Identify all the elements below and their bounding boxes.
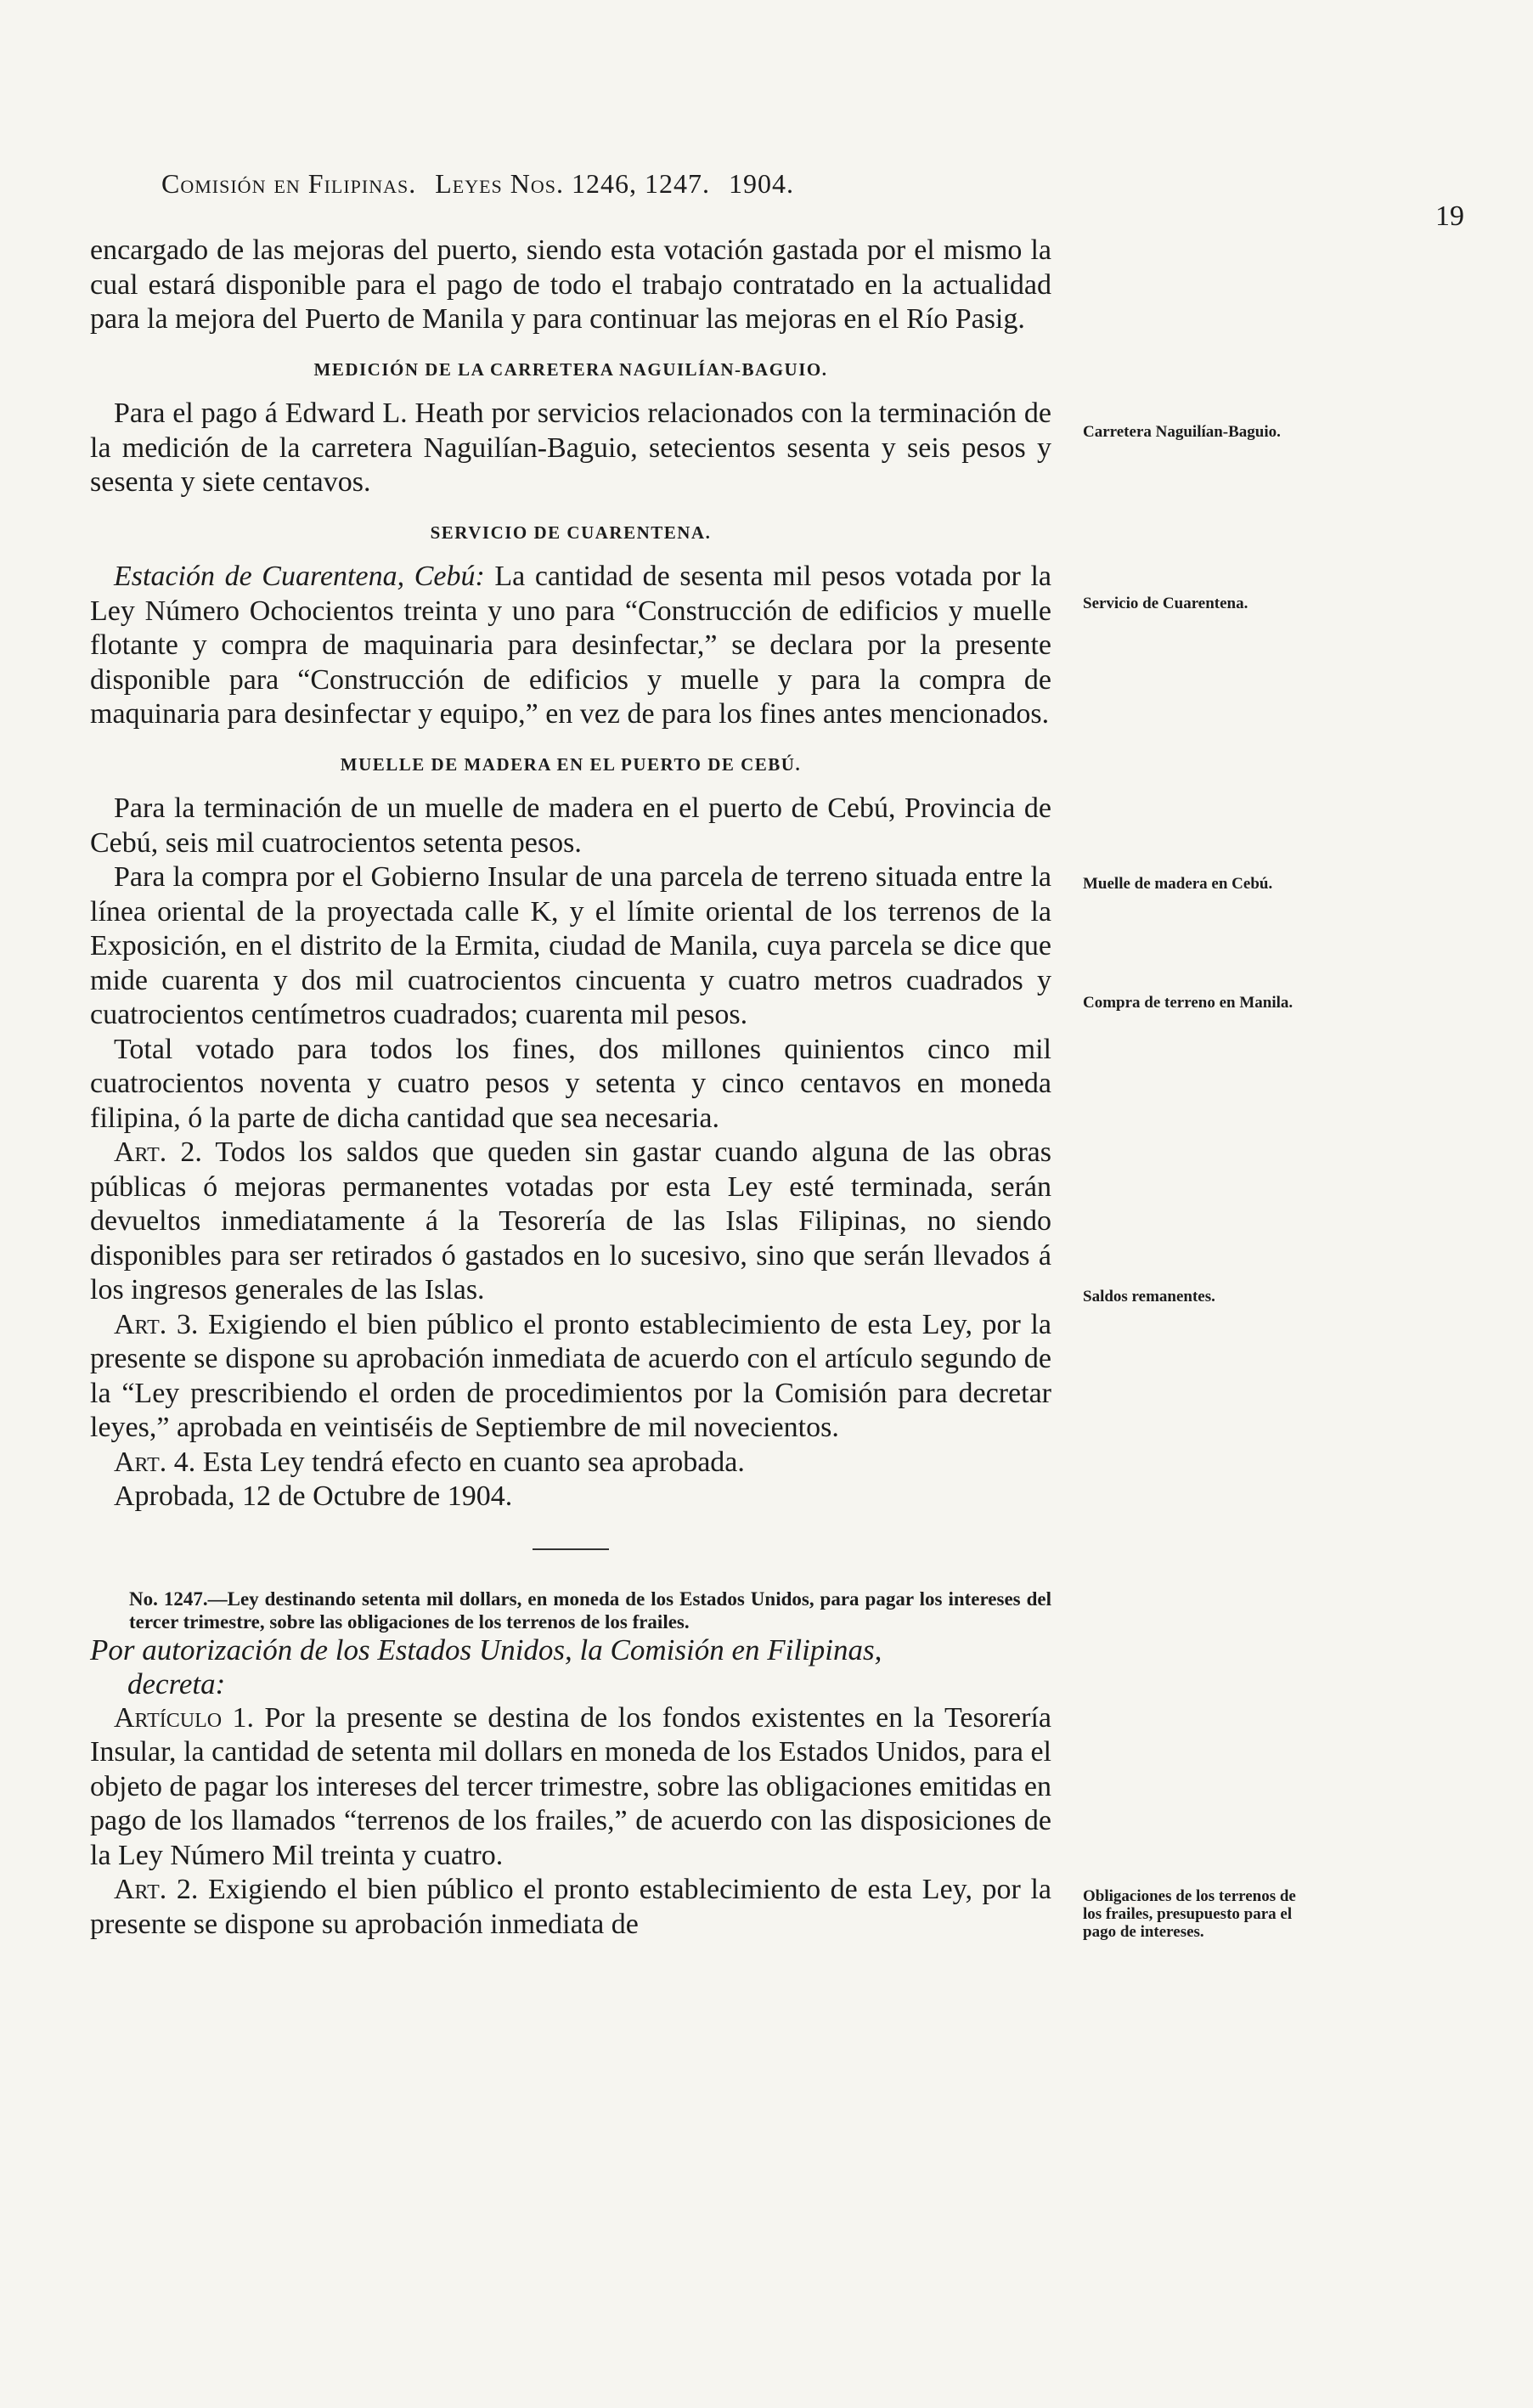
paragraph	[90, 1446, 1051, 1480]
paragraph: Para el pago á Edward L. Heath por servicios relacionados con la terminación de la medición de la carretera Naguilían-Baguio, setecientos sesenta y seis pesos y sesenta y siete centavos.	[90, 398, 1051, 498]
header-year: 1904.	[729, 168, 795, 199]
paragraph	[90, 1701, 1051, 1874]
separator-rule	[533, 1548, 609, 1550]
section-heading: MUELLE DE MADERA EN EL PUERTO DE CEBÚ.	[340, 753, 802, 775]
paragraph-text: Esta Ley tendrá efecto en cuanto sea aprobada.	[202, 1446, 745, 1478]
paragraph-text: Todos los saldos que queden sin gastar cuando alguna de las obras públicas ó mejoras permanentes votadas por esta Ley esté terminada, serán devueltos inmediatamente á la Tesorería de las Islas Filipinas, no siendo disponibles para ser retirados ó gastados en lo sucesivo, sino que serán llevados á los ingresos generales de las Islas.	[90, 1136, 1052, 1306]
paragraph: Para la terminación de un muelle de madera en el puerto de Cebú, Provincia de Cebú, seis mil cuatrocientos setenta pesos.	[90, 792, 1051, 859]
enacting-clause: Por autorización de los Estados Unidos, la Comisión en Filipinas, decreta:	[90, 1633, 882, 1700]
paragraph: encargado de las mejoras del puerto, siendo esta votación gastada por el mismo la cual estará disponible para el pago de todo el trabajo contratado en la actualidad para la mejora del Puerto de Manila y para continuar las mejoras en el Río Pasig.	[90, 234, 1051, 335]
margin-note: Servicio de Cuarentena.	[1083, 595, 1248, 612]
page-number: 19	[1435, 200, 1464, 232]
article-label: Art. 2.	[114, 1874, 199, 1905]
paragraph	[90, 1136, 1051, 1308]
section-heading: SERVICIO DE CUARENTENA.	[430, 522, 712, 543]
paragraph	[90, 1308, 1051, 1446]
paragraph	[90, 560, 1051, 732]
article-label: Artículo 1.	[114, 1701, 255, 1734]
paragraph-lead: Estación de Cuarentena, Cebú:	[114, 561, 485, 592]
paragraph-text: Exigiendo el bien público el pronto establecimiento de esta Ley, por la presente se dispone su aprobación inmediata de acuerdo con el artículo segundo de la “Ley prescribiendo el orden de procedimientos por la Comisión para decretar leyes,” aprobada en veintiséis de Septiembre de mil novecientos.	[90, 1308, 1052, 1443]
paragraph: Para la compra por el Gobierno Insular de una parcela de terreno situada entre la línea oriental de la proyectada calle K, y el límite oriental de los terrenos de la Exposición, en el distrito de la Ermita, ciudad de Manila, cuya parcela se dice que mide cuarenta y dos mil cuatrocientos cincuenta y cuatro metros cuadrados y cuatrocientos centímetros cuadrados; cuarenta mil pesos.	[90, 861, 1051, 1030]
margin-note: Saldos remanentes.	[1083, 1288, 1215, 1306]
header-left: Comisión en Filipinas.	[161, 168, 417, 199]
margin-note: Carretera Naguilían-Baguio.	[1083, 423, 1281, 441]
main-text	[90, 234, 1051, 1942]
article-label: Art. 4.	[114, 1446, 196, 1478]
margin-note: Compra de terreno en Manila.	[1083, 994, 1293, 1012]
article-label: Art. 3.	[114, 1308, 199, 1340]
article-label: Art. 2.	[114, 1136, 202, 1168]
paragraph-text: Por la presente se destina de los fondos existentes en la Tesorería Insular, la cantidad de setenta mil dollars en moneda de los Estados Unidos, para el objeto de pagar los intereses del tercer trimestre, sobre las obligaciones emitidas en pago de los llamados “terrenos de los frailes,” de acuerdo con las disposiciones de la Ley Número Mil treinta y cuatro.	[90, 1701, 1052, 1871]
section-heading: MEDICIÓN DE LA CARRETERA NAGUILÍAN-BAGUIO.	[313, 358, 828, 380]
approval-date: Aprobada, 12 de Octubre de 1904.	[114, 1480, 513, 1512]
paragraph-text: La cantidad de sesenta mil pesos votada por la Ley Número Ochocientos treinta y uno para “Construcción de edificios y muelle flotante y compra de maquinaria para desinfectar,” se declara por la presente disponible para “Construcción de edificios y muelle y para la compra de maquinaria para desinfectar y equipo,” en vez de para los fines antes mencionados.	[90, 561, 1051, 730]
paragraph-text: Exigiendo el bien público el pronto establecimiento de esta Ley, por la presente se dispone su aprobación inmediata de	[90, 1874, 1052, 1940]
bill-title: No. 1247.—Ley destinando setenta mil dollars, en moneda de los Estados Unidos, para pagar los intereses del tercer trimestre, sobre las obligaciones de los terrenos de los frailes.	[129, 1587, 1051, 1633]
running-header	[161, 168, 1053, 200]
header-center: Leyes Nos. 1246, 1247.	[435, 168, 711, 199]
paragraph	[90, 1873, 1051, 1942]
paragraph: Total votado para todos los fines, dos millones quinientos cinco mil cuatrocientos noventa y cuatro pesos y setenta y cinco centavos en moneda filipina, ó la parte de dicha cantidad que sea necesaria.	[90, 1033, 1051, 1134]
margin-note: Obligaciones de los terrenos de los frailes, presupuesto para el pago de intereses.	[1083, 1887, 1296, 1941]
margin-note: Muelle de madera en Cebú.	[1083, 875, 1273, 893]
